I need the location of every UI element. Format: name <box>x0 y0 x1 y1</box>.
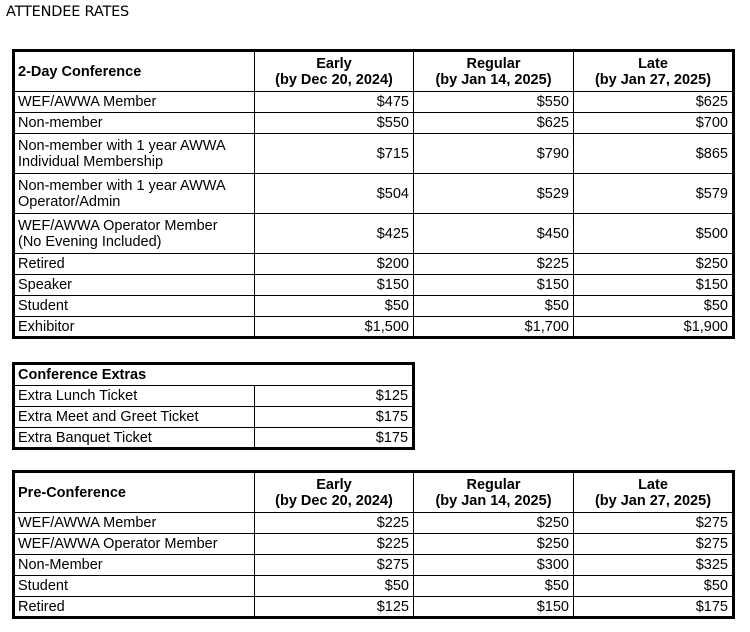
rate-price: $325 <box>574 555 734 576</box>
pre-conference-rates-table <box>12 470 735 619</box>
rate-label-line: Non-member with 1 year AWWA <box>18 137 226 154</box>
rate-row <box>14 214 734 254</box>
rate-price: $300 <box>414 555 574 576</box>
rate-row <box>14 576 734 597</box>
extra-row <box>14 386 414 407</box>
rate-price: $150 <box>574 275 734 296</box>
rate-row <box>14 134 734 174</box>
rate-price: $1,500 <box>255 317 414 338</box>
column-name: Regular <box>466 477 521 493</box>
rate-label-line: (No Evening Included) <box>18 233 162 250</box>
rate-label <box>14 113 255 134</box>
rate-price: $275 <box>255 555 414 576</box>
column-deadline: (by Jan 14, 2025) <box>435 72 552 88</box>
rate-price: $504 <box>255 174 414 214</box>
rate-price: $50 <box>414 296 574 317</box>
column-header <box>414 472 574 513</box>
rate-label <box>14 174 255 214</box>
rate-price: $700 <box>574 113 734 134</box>
extra-label: Extra Banquet Ticket <box>14 428 255 449</box>
rate-price: $250 <box>414 534 574 555</box>
rate-label-line: Student <box>18 578 68 594</box>
column-header <box>574 472 734 513</box>
rate-price: $450 <box>414 214 574 254</box>
rate-label-line: Non-member with 1 year AWWA <box>18 177 226 194</box>
rate-price: $50 <box>414 576 574 597</box>
column-name: Early <box>316 477 352 493</box>
rate-label-line: Retired <box>18 598 65 615</box>
rate-price: $125 <box>255 597 414 618</box>
rate-price: $250 <box>414 513 574 534</box>
rate-row <box>14 92 734 113</box>
rate-price: $550 <box>255 113 414 134</box>
rate-row <box>14 254 734 275</box>
rate-price: $225 <box>255 513 414 534</box>
page-title: ATTENDEE RATES <box>6 4 130 20</box>
extra-label: Extra Meet and Greet Ticket <box>14 407 255 428</box>
rate-price: $625 <box>574 92 734 113</box>
rate-label-line: WEF/AWWA Operator Member <box>18 536 218 552</box>
rate-price: $500 <box>574 214 734 254</box>
rate-price: $1,900 <box>574 317 734 338</box>
rate-label <box>14 254 255 275</box>
rate-label <box>14 555 255 576</box>
rate-label <box>14 597 255 618</box>
rate-price: $150 <box>255 275 414 296</box>
rate-price: $225 <box>414 254 574 275</box>
rate-price: $50 <box>574 296 734 317</box>
rate-price: $150 <box>414 597 574 618</box>
column-deadline: (by Dec 20, 2024) <box>275 72 393 88</box>
extra-price: $175 <box>255 407 414 428</box>
header-row <box>14 472 734 513</box>
rate-label-line: Non-member <box>18 115 103 131</box>
column-deadline: (by Jan 14, 2025) <box>435 493 552 509</box>
rate-label <box>14 317 255 338</box>
extra-row <box>14 407 414 428</box>
rate-price: $50 <box>255 296 414 317</box>
section-label: Pre-Conference <box>14 472 255 513</box>
rate-price: $175 <box>574 597 734 618</box>
extra-price: $125 <box>255 386 414 407</box>
rate-price: $225 <box>255 534 414 555</box>
rate-label-line: Student <box>18 298 68 314</box>
rate-label <box>14 296 255 317</box>
rate-price: $550 <box>414 92 574 113</box>
rate-label-line: Exhibitor <box>18 318 75 335</box>
conference-extras-table <box>12 362 415 450</box>
rate-price: $425 <box>255 214 414 254</box>
rate-price: $250 <box>574 254 734 275</box>
rate-row <box>14 534 734 555</box>
column-header <box>414 51 574 92</box>
conference-rates-table <box>12 49 735 339</box>
rate-row <box>14 597 734 618</box>
rate-price: $579 <box>574 174 734 214</box>
rate-price: $50 <box>574 576 734 597</box>
rate-label <box>14 534 255 555</box>
rate-label <box>14 134 255 174</box>
column-header <box>255 51 414 92</box>
rate-price: $275 <box>574 534 734 555</box>
rate-row <box>14 275 734 296</box>
rate-price: $625 <box>414 113 574 134</box>
column-deadline: (by Jan 27, 2025) <box>594 493 712 509</box>
rate-price: $715 <box>255 134 414 174</box>
column-name: Early <box>316 56 352 72</box>
rate-price: $475 <box>255 92 414 113</box>
extras-section-label: Conference Extras <box>14 364 414 386</box>
rate-row <box>14 513 734 534</box>
extra-row <box>14 428 414 449</box>
column-name: Regular <box>466 56 521 72</box>
rate-label <box>14 576 255 597</box>
rate-label-line: WEF/AWWA Operator Member <box>18 217 218 234</box>
rate-price: $150 <box>414 275 574 296</box>
extra-label: Extra Lunch Ticket <box>14 386 255 407</box>
rate-price: $1,700 <box>414 317 574 338</box>
rate-row <box>14 555 734 576</box>
rate-price: $200 <box>255 254 414 275</box>
rate-price: $865 <box>574 134 734 174</box>
section-label: 2-Day Conference <box>14 51 255 92</box>
rate-row <box>14 317 734 338</box>
rate-row <box>14 113 734 134</box>
rate-price: $275 <box>574 513 734 534</box>
rate-label <box>14 275 255 296</box>
rate-row <box>14 174 734 214</box>
rate-label-line: Speaker <box>18 277 73 293</box>
rate-label-line: WEF/AWWA Member <box>18 515 157 531</box>
column-deadline: (by Jan 27, 2025) <box>594 72 712 88</box>
column-name: Late <box>638 477 668 493</box>
rate-label-line: Individual Membership <box>18 153 164 170</box>
extra-price: $175 <box>255 428 414 449</box>
rate-label-line: WEF/AWWA Member <box>18 94 157 110</box>
rate-label <box>14 92 255 113</box>
rate-price: $50 <box>255 576 414 597</box>
rate-price: $790 <box>414 134 574 174</box>
rate-label <box>14 513 255 534</box>
column-name: Late <box>638 56 668 72</box>
rate-price: $529 <box>414 174 574 214</box>
rate-row <box>14 296 734 317</box>
column-header <box>574 51 734 92</box>
rate-label-line: Non-Member <box>18 557 103 573</box>
column-deadline: (by Dec 20, 2024) <box>275 493 393 509</box>
rate-label <box>14 214 255 254</box>
rate-label-line: Operator/Admin <box>18 193 121 210</box>
column-header <box>255 472 414 513</box>
header-row <box>14 51 734 92</box>
rate-label-line: Retired <box>18 256 65 272</box>
